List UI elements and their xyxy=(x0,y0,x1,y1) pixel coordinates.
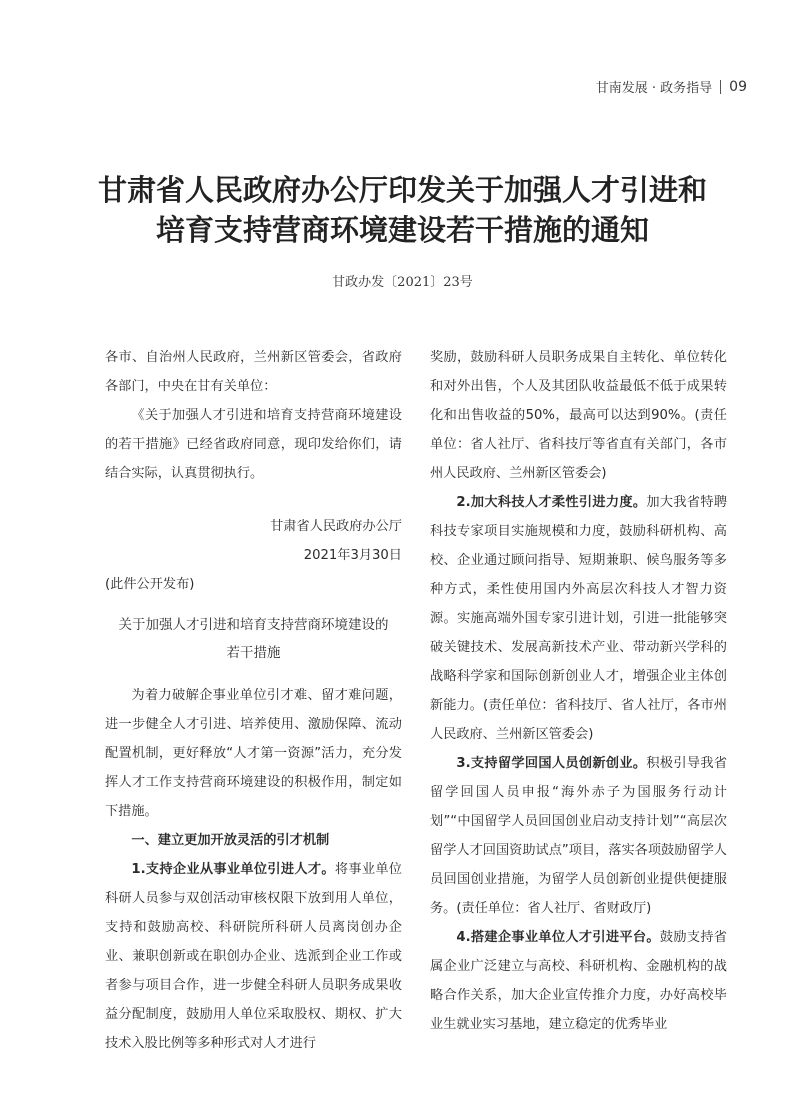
publish-note: (此件公开发布) xyxy=(105,577,195,592)
document-number: 甘政办发〔2021〕23号 xyxy=(332,275,473,290)
item-4 xyxy=(430,923,727,1039)
page-number: 09 xyxy=(729,78,747,95)
item-3 xyxy=(430,749,727,923)
item-2-heading: 2.加大科技人才柔性引进力度。 xyxy=(456,495,647,510)
item-2 xyxy=(430,488,727,749)
item-1-body: 将事业单位科研人员参与双创活动审核权限下放到用人单位，支持和鼓励高校、科研院所科研人员离岗创办企业、兼职创新或在职创办企业、选派到企业工作或者参与项目合作，进一步健全科研人员职务成果收益分配制度，鼓励用人单位采取股权、期权、扩大技术入股比例等多种形式对人才进行 xyxy=(105,862,402,1051)
addressee: 各市、自治州人民政府，兰州新区管委会，省政府各部门，中央在甘有关单位： xyxy=(105,350,402,394)
measures-title xyxy=(105,611,402,667)
right-column xyxy=(430,343,727,1039)
item-1-heading: 1.支持企业从事业单位引进人才。 xyxy=(131,862,335,877)
title-line-2: 培育支持营商环境建设若干措施的通知 xyxy=(155,213,649,247)
item-3-heading: 3.支持留学回国人员创新创业。 xyxy=(456,756,647,771)
notice-paragraph: 《关于加强人才引进和培育支持营商环境建设的若干措施》已经省政府同意，现印发给你们，请结合实际，认真贯彻执行。 xyxy=(105,408,402,481)
measures-title-line-2: 若干措施 xyxy=(226,645,281,661)
intro-paragraph: 为着力破解企事业单位引才难、留才难问题，进一步健全人才引进、培养使用、激励保障、流动配置机制，更好释放“人才第一资源”活力，充分发挥人才工作支持营商环境建设的积极作用，制定如下措施。 xyxy=(105,688,402,819)
section-heading-1: 一、建立更加开放灵活的引才机制 xyxy=(131,833,330,848)
signer: 甘肃省人民政府办公厅 xyxy=(270,519,402,534)
section-label: 甘南发展 · 政务指导 xyxy=(595,81,713,96)
spacer xyxy=(105,488,402,512)
header-divider xyxy=(720,80,721,94)
item-1 xyxy=(105,855,402,1058)
issue-date: 2021年3月30日 xyxy=(303,548,402,563)
item-3-body: 积极引导我省留学回国人员申报“海外赤子为国服务行动计划”“中国留学人员回国创业启动支持计划”“高层次留学人才回国资助试点”项目，落实各项鼓励留学人员回国创业措施，为留学人员创新创业提供便捷服务。(责任单位：省人社厅、省财政厅) xyxy=(430,756,728,916)
measures-title-line-1: 关于加强人才引进和培育支持营商环境建设的 xyxy=(118,617,389,633)
left-column xyxy=(105,343,402,1058)
item-4-body: 鼓励支持省属企业广泛建立与高校、科研机构、金融机构的战略合作关系，加大企业宣传推介力度，办好高校毕业生就业实习基地，建立稳定的优秀毕业 xyxy=(430,930,727,1032)
document-title xyxy=(0,170,805,250)
item-2-body: 加大我省特聘科技专家项目实施规模和力度，鼓励科研机构、高校、企业通过顾问指导、短期兼职、候鸟服务等多种方式，柔性使用国内外高层次科技人才智力资源。实施高端外国专家引进计划，引进一批能够突破关键技术、发展高新技术产业、带动新兴学科的战略科学家和国际创新创业人才，增强企业主体创新能力。(责任单位：省科技厅、省人社厅，各市州人民政府、兰州新区管委会) xyxy=(430,495,728,742)
item-4-heading: 4.搭建企事业单位人才引进平台。 xyxy=(456,930,660,945)
item-1-continued: 奖励，鼓励科研人员职务成果自主转化、单位转化和对外出售，个人及其团队收益最低不低于成果转化和出售收益的50%，最高可以达到90%。(责任单位：省人社厅、省科技厅等省直有关部门，各市州人民政府、兰州新区管委会) xyxy=(430,350,727,481)
page-header xyxy=(596,77,747,96)
title-line-1: 甘肃省人民政府办公厅印发关于加强人才引进和 xyxy=(97,173,707,207)
